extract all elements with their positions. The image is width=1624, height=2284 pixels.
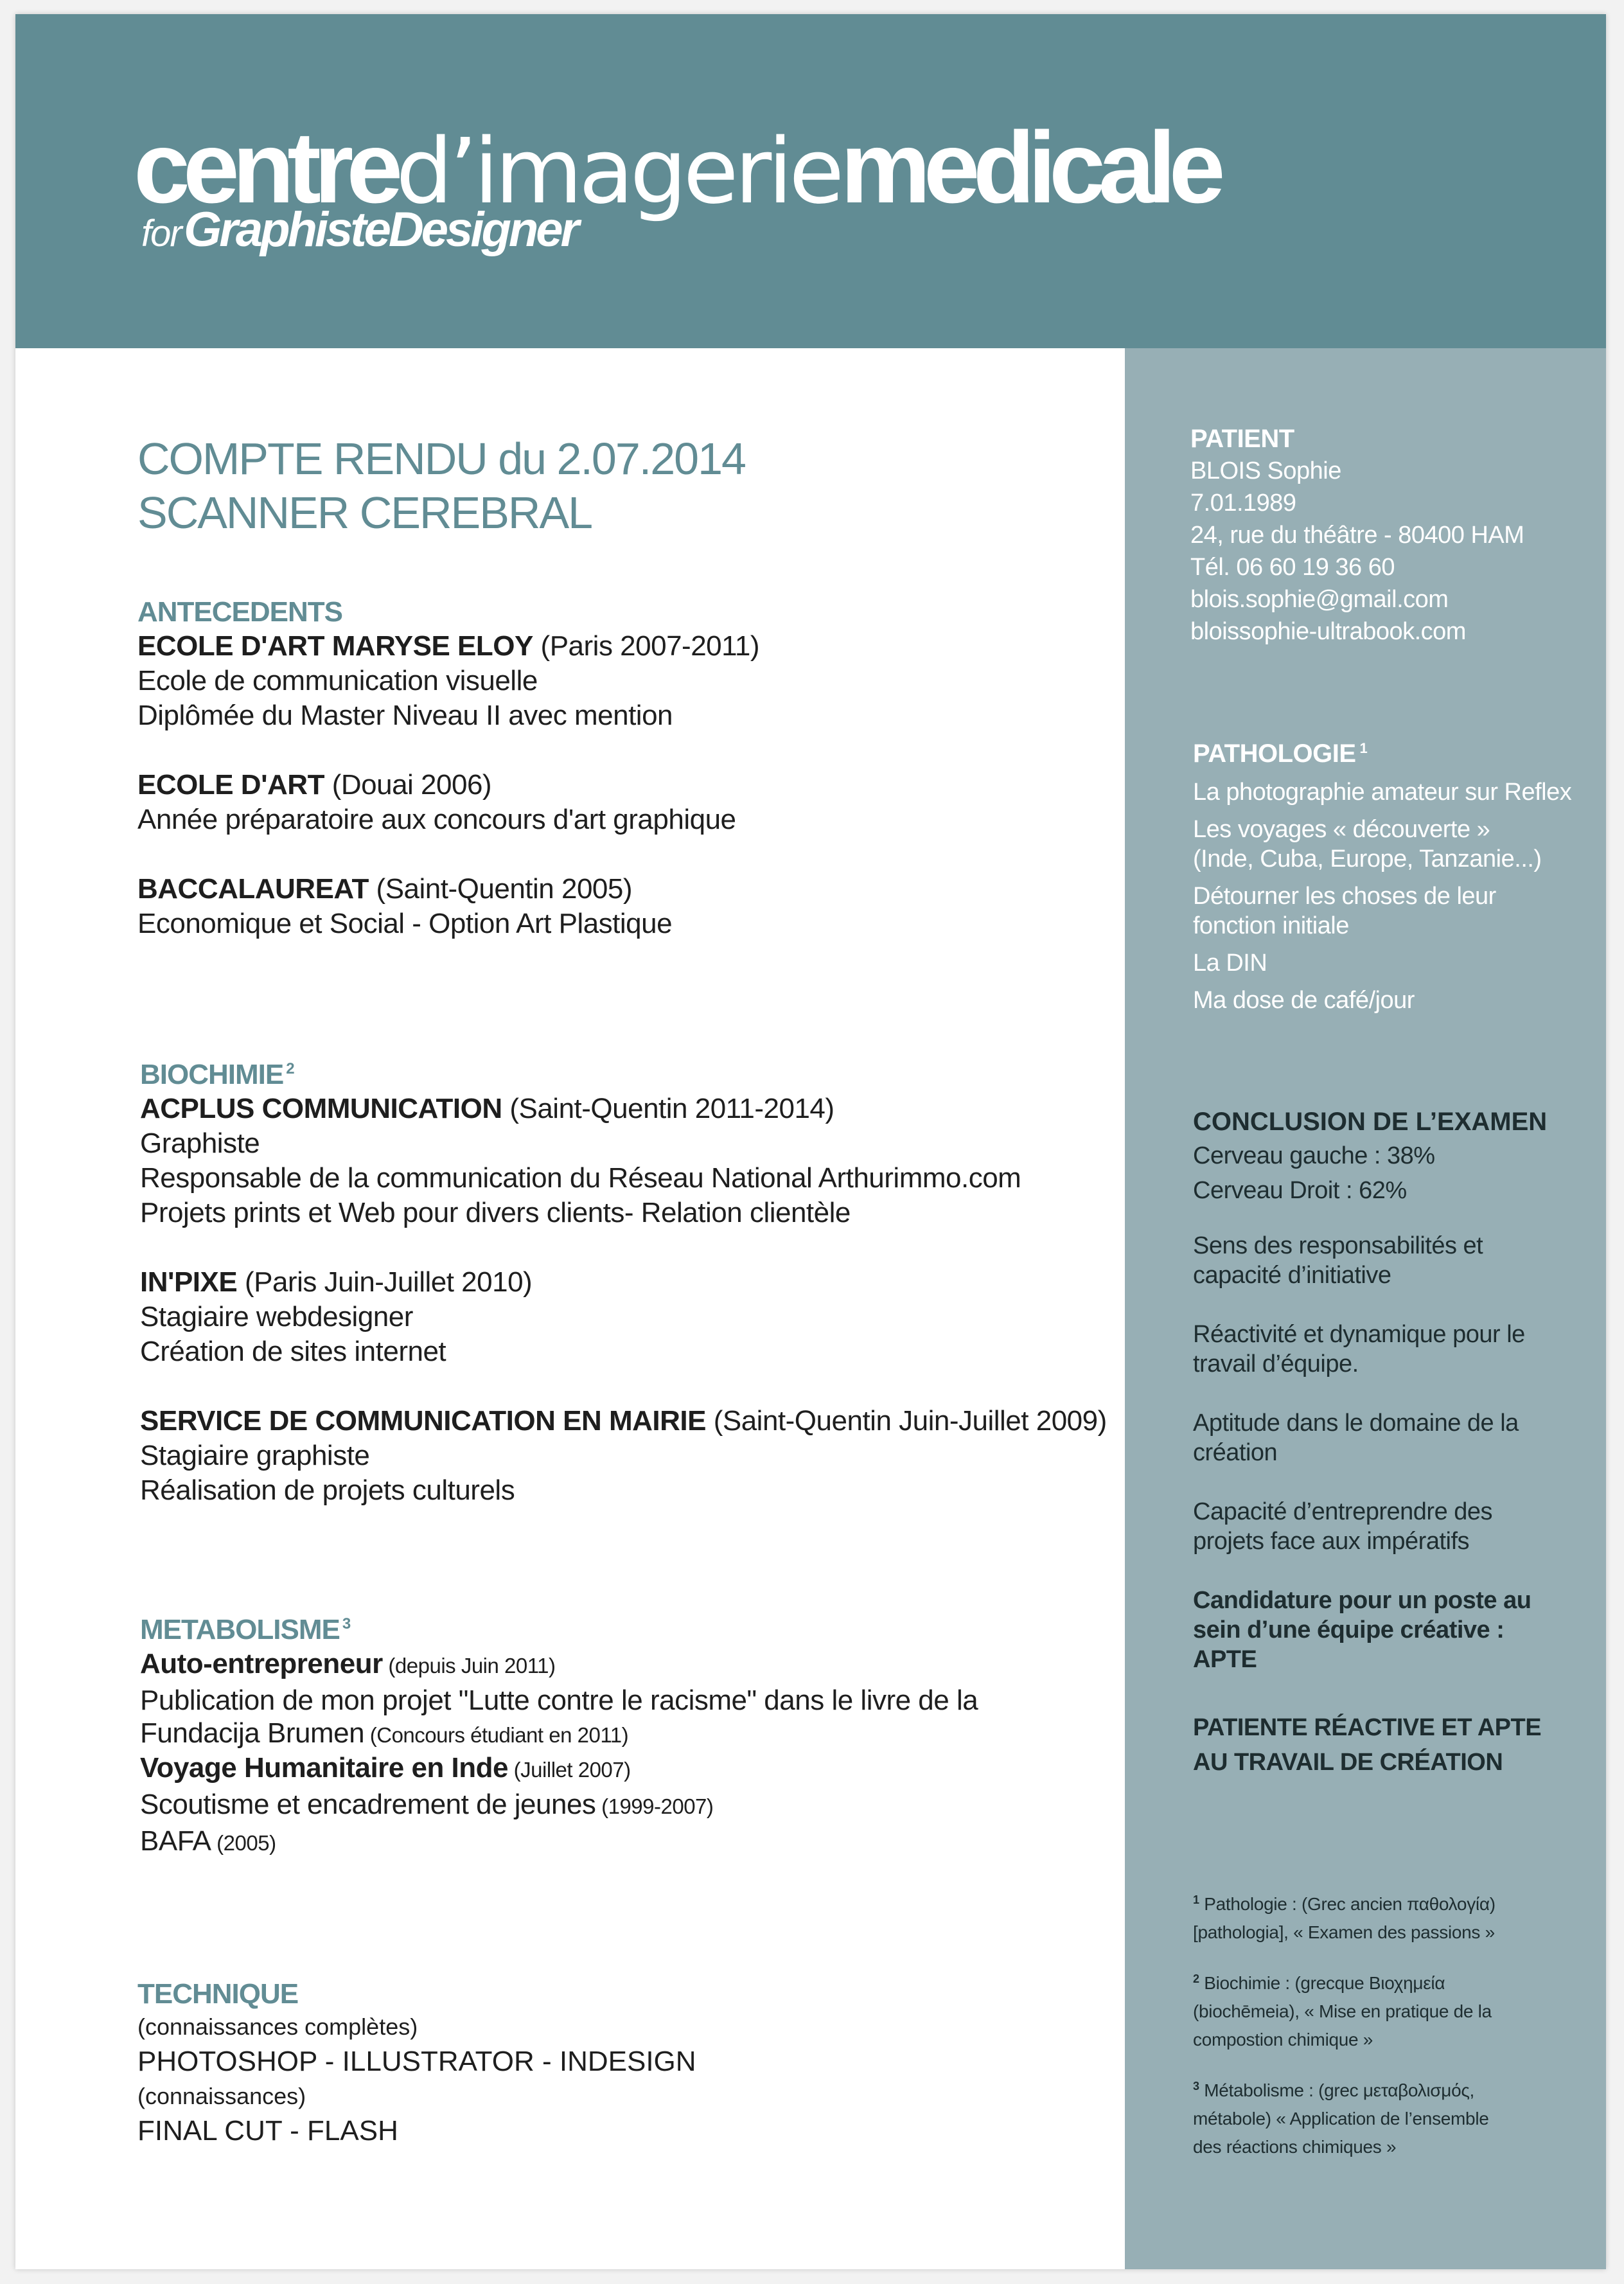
candidature-line: sein d’une équipe créative : (1193, 1616, 1505, 1643)
footnote-line: compostion chimique » (1193, 2030, 1373, 2049)
footnote-line: (biochēmeia), « Mise en pratique de la (1193, 2001, 1492, 2021)
logo-sub-for: for (141, 213, 181, 254)
pathologie-block (1193, 732, 1571, 1015)
voyage-name: Voyage Humanitaire en Inde (140, 1752, 509, 1784)
pathologie-item-line: Détourner les choses de leur (1193, 883, 1496, 910)
verdict-line: AU TRAVAIL DE CRÉATION (1193, 1749, 1503, 1776)
pathologie-item: Ma dose de café/jour (1193, 987, 1415, 1014)
metabolisme-section (140, 1607, 978, 1861)
antecedent-entry-detail: (Douai 2006) (324, 769, 492, 801)
logo-part-imagerie: d’imagerie (396, 120, 841, 224)
biochimie-entry-name: ACPLUS COMMUNICATION (140, 1093, 502, 1124)
patient-block (1190, 423, 1524, 648)
pathologie-item: La photographie amateur sur Reflex (1193, 779, 1572, 806)
logo-sub-brand: GraphisteDesigner (184, 202, 578, 257)
biochimie-entry-heading (140, 1265, 1107, 1300)
antecedent-entry-heading (137, 768, 759, 802)
metabolisme-voyage (140, 1751, 978, 1787)
report-title (137, 432, 745, 540)
footnote-number: 2 (1193, 1972, 1199, 1985)
antecedent-entry-detail: (Paris 2007-2011) (533, 630, 759, 662)
main-column (15, 348, 1125, 2269)
sidebar (1125, 348, 1606, 2269)
publication-contest: (Concours étudiant en 2011) (364, 1723, 629, 1747)
biochimie-entry-line: Responsable de la communication du Réseau National Arthurimmo.com (140, 1162, 1021, 1194)
patient-birth: 7.01.1989 (1190, 490, 1296, 517)
pathologie-item (1193, 881, 1571, 941)
biochimie-entry-detail: (Saint-Quentin 2011-2014) (502, 1093, 834, 1124)
biochimie-entry-line: Réalisation de projets culturels (140, 1474, 515, 1506)
conclusion-quality (1193, 1320, 1547, 1379)
antecedent-entry-heading (137, 872, 759, 907)
technique-section (137, 1978, 696, 2150)
logo-subtitle (141, 202, 577, 258)
metabolisme-publication-line2 (140, 1718, 978, 1751)
footnote-number: 3 (1193, 2080, 1199, 2093)
antecedent-entry-detail: (Saint-Quentin 2005) (368, 873, 633, 905)
patient-website[interactable]: bloissophie-ultrabook.com (1190, 618, 1466, 645)
footnote-text: Métabolisme : (grec μεταβολισμός, (1204, 2080, 1475, 2100)
antecedents-section (137, 596, 759, 941)
patient-address: 24, rue du théâtre - 80400 HAM (1190, 522, 1524, 549)
conclusion-left-brain: Cerveau gauche : 38% (1193, 1142, 1435, 1169)
conclusion-candidature (1193, 1586, 1547, 1674)
footnote (1193, 1886, 1496, 1947)
antecedent-entry-line: Economique et Social - Option Art Plastique (137, 908, 673, 939)
biochimie-entry-line: Graphiste (140, 1128, 260, 1159)
biochimie-title-text: BIOCHIMIE (140, 1059, 284, 1090)
conclusion-verdict (1193, 1710, 1547, 1780)
conclusion-block (1193, 1105, 1547, 1780)
patient-title: PATIENT (1190, 425, 1294, 453)
conclusion-quality-line: Réactivité et dynamique pour le (1193, 1321, 1525, 1348)
logo-part-centre: centre (134, 111, 396, 224)
biochimie-entry-name: IN'PIXE (140, 1266, 238, 1298)
conclusion-right-brain: Cerveau Droit : 62% (1193, 1177, 1407, 1204)
biochimie-entry-heading (140, 1092, 1107, 1126)
footnote-line: [pathologia], « Examen des passions » (1193, 1922, 1495, 1942)
footnote-text: Pathologie : (Grec ancien παθολογία) (1204, 1894, 1496, 1914)
resume-sheet (15, 14, 1606, 2269)
auto-entrepreneur-name: Auto-entrepreneur (140, 1648, 383, 1679)
pathologie-item (1193, 815, 1571, 874)
conclusion-quality-line: projets face aux impératifs (1193, 1528, 1470, 1555)
footnote-number: 1 (1193, 1893, 1199, 1906)
biochimie-entry-name: SERVICE DE COMMUNICATION EN MAIRIE (140, 1405, 706, 1437)
pathologie-item: La DIN (1193, 950, 1267, 977)
voyage-date: (Juillet 2007) (508, 1758, 631, 1782)
biochimie-entry-detail: (Paris Juin-Juillet 2010) (237, 1266, 533, 1298)
conclusion-quality (1193, 1231, 1547, 1290)
conclusion-quality-line: capacité d’initiative (1193, 1262, 1391, 1289)
metabolisme-scoutisme (140, 1787, 978, 1824)
conclusion-quality (1193, 1408, 1547, 1467)
antecedent-entry-line: Diplômée du Master Niveau II avec mention (137, 700, 673, 731)
candidature-line: APTE (1193, 1646, 1257, 1673)
conclusion-quality-line: travail d’équipe. (1193, 1350, 1359, 1377)
auto-entrepreneur-date: (depuis Juin 2011) (382, 1654, 556, 1678)
technique-skills-partial: FINAL CUT - FLASH (137, 2115, 398, 2147)
biochimie-entry-detail: (Saint-Quentin Juin-Juillet 2009) (705, 1405, 1107, 1437)
technique-title: TECHNIQUE (137, 1978, 299, 2010)
technique-label-complete: (connaissances complètes) (137, 2014, 418, 2040)
conclusion-quality-line: Aptitude dans le domaine de la (1193, 1410, 1519, 1437)
report-title-line1: COMPTE RENDU du 2.07.2014 (137, 434, 745, 484)
conclusion-quality-line: Sens des responsabilités et (1193, 1232, 1483, 1259)
technique-skills-complete: PHOTOSHOP - ILLUSTRATOR - INDESIGN (137, 2046, 696, 2077)
metabolisme-bafa (140, 1824, 978, 1861)
footnote (1193, 1965, 1496, 2054)
footnote-line (1193, 1886, 1496, 1918)
footnote-line (1193, 2072, 1496, 2105)
footnote-line: des réactions chimiques » (1193, 2137, 1397, 2157)
publication-book: Fundacija Brumen (140, 1717, 365, 1749)
metabolisme-publication-line1: Publication de mon projet "Lutte contre le racisme" dans le livre de la (140, 1685, 978, 1716)
biochimie-title (140, 1052, 1107, 1092)
biochimie-entry-line: Projets prints et Web pour divers clients- Relation clientèle (140, 1197, 851, 1228)
header-banner (15, 14, 1606, 348)
biochimie-entry-line: Stagiaire webdesigner (140, 1301, 413, 1332)
footnote (1193, 2072, 1496, 2161)
pathologie-item-line: (Inde, Cuba, Europe, Tanzanie...) (1193, 845, 1542, 872)
biochimie-section (140, 1052, 1107, 1508)
metabolisme-auto-entrepreneur (140, 1647, 978, 1683)
pathologie-title (1193, 732, 1571, 770)
antecedent-entry-name: BACCALAUREAT (137, 873, 369, 905)
pathologie-note: 1 (1359, 740, 1368, 756)
scout-text: Scoutisme et encadrement de jeunes (140, 1789, 596, 1820)
conclusion-quality (1193, 1497, 1547, 1556)
pathologie-item-line: fonction initiale (1193, 912, 1349, 939)
conclusion-quality-line: Capacité d’entreprendre des (1193, 1498, 1493, 1525)
patient-phone: Tél. 06 60 19 36 60 (1190, 554, 1395, 581)
conclusion-title: CONCLUSION DE L’EXAMEN (1193, 1108, 1548, 1136)
candidature-line: Candidature pour un poste au (1193, 1587, 1531, 1614)
metabolisme-title (140, 1607, 978, 1647)
patient-email[interactable]: blois.sophie@gmail.com (1190, 586, 1449, 613)
antecedent-entry-name: ECOLE D'ART (137, 769, 324, 801)
metabolisme-title-text: METABOLISME (140, 1614, 340, 1645)
footnote-text: Biochimie : (grecque Βιοχημεία (1204, 1973, 1445, 1993)
pathologie-title-text: PATHOLOGIE (1193, 739, 1356, 768)
technique-label-partial: (connaissances) (137, 2083, 306, 2109)
footnote-line (1193, 1965, 1496, 1997)
antecedent-entry-line: Année préparatoire aux concours d'art graphique (137, 804, 736, 835)
biochimie-entry-line: Stagiaire graphiste (140, 1440, 370, 1471)
antecedent-entry-line: Ecole de communication visuelle (137, 665, 538, 696)
bafa-date: (2005) (211, 1831, 276, 1855)
footnote-line: métabole) « Application de l’ensemble (1193, 2109, 1489, 2129)
biochimie-entry-line: Création de sites internet (140, 1336, 446, 1367)
biochimie-entry-heading (140, 1404, 1107, 1439)
footnotes-block (1193, 1886, 1496, 2161)
biochimie-note: 2 (286, 1060, 294, 1077)
conclusion-quality-line: création (1193, 1439, 1278, 1466)
report-title-line2: SCANNER CEREBRAL (137, 488, 592, 538)
scout-date: (1999-2007) (596, 1794, 714, 1818)
verdict-line: PATIENTE RÉACTIVE ET APTE (1193, 1714, 1542, 1741)
antecedent-entry-name: ECOLE D'ART MARYSE ELOY (137, 630, 533, 662)
metabolisme-note: 3 (342, 1615, 351, 1633)
antecedent-entry-heading (137, 629, 759, 664)
logo-part-medicale: medicale (840, 111, 1219, 224)
patient-name: BLOIS Sophie (1190, 457, 1341, 484)
bafa-text: BAFA (140, 1825, 211, 1857)
pathologie-item-line: Les voyages « découverte » (1193, 816, 1490, 843)
antecedents-title: ANTECEDENTS (137, 596, 343, 628)
